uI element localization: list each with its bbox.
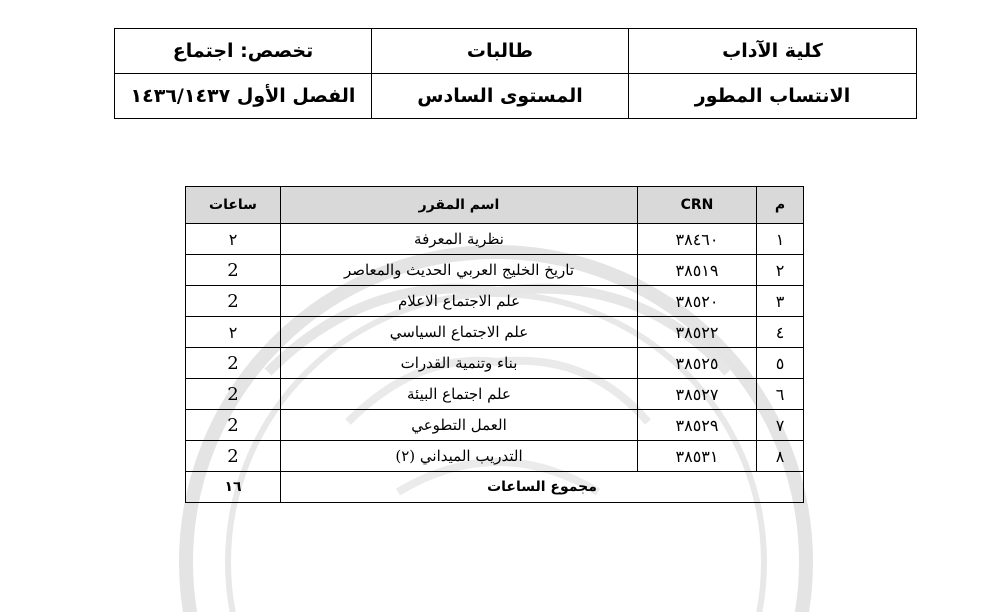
table-row <box>186 410 804 441</box>
table-row <box>186 348 804 379</box>
level-label: المستوى السادس <box>372 74 629 119</box>
row-crn: ٣٨٥٢٢ <box>638 317 757 348</box>
header-row <box>115 29 917 74</box>
total-hours: ١٦ <box>186 472 281 503</box>
students-label: طالبات <box>372 29 629 74</box>
specialization-label: تخصص: اجتماع <box>115 29 372 74</box>
table-row <box>186 441 804 472</box>
row-index: ٤ <box>757 317 804 348</box>
row-course-name: التدريب الميداني (٢) <box>281 441 638 472</box>
row-hours: 2 <box>186 410 281 441</box>
row-index: ٧ <box>757 410 804 441</box>
total-row <box>186 472 804 503</box>
row-course-name: تاريخ الخليج العربي الحديث والمعاصر <box>281 255 638 286</box>
row-hours: ٢ <box>186 317 281 348</box>
header-course-name: اسم المقرر <box>281 187 638 224</box>
row-hours: 2 <box>186 379 281 410</box>
row-hours: 2 <box>186 348 281 379</box>
table-row <box>186 317 804 348</box>
row-hours: 2 <box>186 255 281 286</box>
row-index: ٨ <box>757 441 804 472</box>
table-row <box>186 286 804 317</box>
header-index: م <box>757 187 804 224</box>
college-name: كلية الآداب <box>629 29 917 74</box>
row-index: ١ <box>757 224 804 255</box>
program-label: الانتساب المطور <box>629 74 917 119</box>
row-index: ٦ <box>757 379 804 410</box>
row-crn: ٣٨٤٦٠ <box>638 224 757 255</box>
row-crn: ٣٨٥٢٥ <box>638 348 757 379</box>
row-course-name: علم الاجتماع الاعلام <box>281 286 638 317</box>
row-index: ٥ <box>757 348 804 379</box>
semester-label: الفصل الأول ١٤٣٦/١٤٣٧ <box>115 74 372 119</box>
row-hours: 2 <box>186 441 281 472</box>
table-row <box>186 379 804 410</box>
row-hours: ٢ <box>186 224 281 255</box>
table-header-row <box>186 187 804 224</box>
table-row <box>186 224 804 255</box>
row-crn: ٣٨٥٢٧ <box>638 379 757 410</box>
row-hours: 2 <box>186 286 281 317</box>
header-crn: CRN <box>638 187 757 224</box>
table-row <box>186 255 804 286</box>
header-row <box>115 74 917 119</box>
row-crn: ٣٨٥١٩ <box>638 255 757 286</box>
row-crn: ٣٨٥٢٩ <box>638 410 757 441</box>
row-course-name: علم الاجتماع السياسي <box>281 317 638 348</box>
courses-table <box>185 186 804 503</box>
total-label: مجموع الساعات <box>281 472 804 503</box>
row-course-name: نظرية المعرفة <box>281 224 638 255</box>
row-course-name: علم اجتماع البيئة <box>281 379 638 410</box>
row-index: ٣ <box>757 286 804 317</box>
header-hours: ساعات <box>186 187 281 224</box>
row-crn: ٣٨٥٢٠ <box>638 286 757 317</box>
row-course-name: العمل التطوعي <box>281 410 638 441</box>
row-index: ٢ <box>757 255 804 286</box>
row-course-name: بناء وتنمية القدرات <box>281 348 638 379</box>
header-table <box>114 28 917 119</box>
row-crn: ٣٨٥٣١ <box>638 441 757 472</box>
